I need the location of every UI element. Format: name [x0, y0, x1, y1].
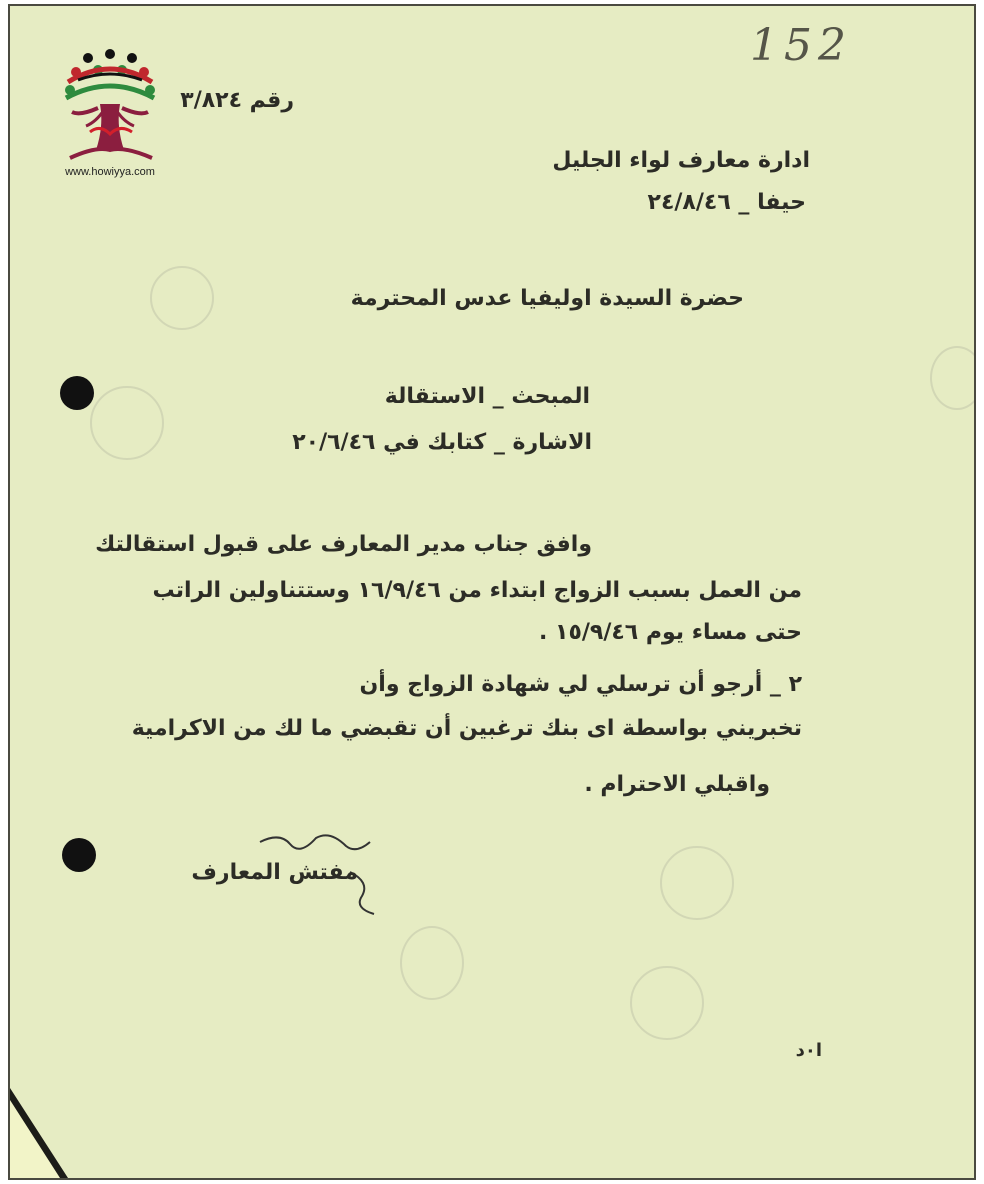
closing-line: واقبلي الاحترام .	[584, 772, 770, 797]
bleed-through-mark	[660, 846, 734, 920]
tree-logo-icon	[40, 46, 180, 166]
reference-number: رقم ٣/٨٢٤	[180, 88, 294, 113]
body-line-3: حتى مساء يوم ١٥/٩/٤٦ .	[538, 620, 802, 645]
place-and-date: حيفا _ ٢٤/٨/٤٦	[647, 190, 806, 215]
reference-line: الاشارة _ كتابك في ٢٠/٦/٤٦	[292, 430, 592, 455]
bleed-through-mark	[90, 386, 164, 460]
initials: ا٠د	[795, 1040, 822, 1061]
punch-hole-bottom	[62, 838, 96, 872]
howiyya-logo	[40, 46, 180, 186]
bleed-through-mark	[400, 926, 464, 1000]
bleed-through-mark	[150, 266, 214, 330]
issuing-office: ادارة معارف لواء الجليل	[552, 148, 810, 173]
folded-corner-highlight	[10, 1100, 60, 1178]
document-page	[8, 4, 976, 1180]
body-line-2: من العمل بسبب الزواج ابتداء من ١٦/٩/٤٦ وستتناولين الراتب	[152, 578, 802, 603]
bleed-through-mark	[930, 346, 976, 410]
subject-line: المبحث _ الاستقالة	[384, 384, 590, 409]
logo-site-url: www.howiyya.com	[65, 166, 155, 178]
body-line-4: ٢ _ أرجو أن ترسلي لي شهادة الزواج وأن	[359, 672, 802, 697]
punch-hole-top	[60, 376, 94, 410]
body-line-5: تخبريني بواسطة اى بنك ترغبين أن تقبضي ما لك من الاكرامية	[131, 716, 802, 741]
body-line-1: وافق جناب مدير المعارف على قبول استقالتك	[95, 532, 592, 557]
signature-title: مفتش المعارف	[191, 860, 358, 885]
bleed-through-mark	[630, 966, 704, 1040]
handwritten-page-number: 152	[750, 20, 852, 71]
addressee-line: حضرة السيدة اوليفيا عدس المحترمة	[350, 286, 744, 311]
